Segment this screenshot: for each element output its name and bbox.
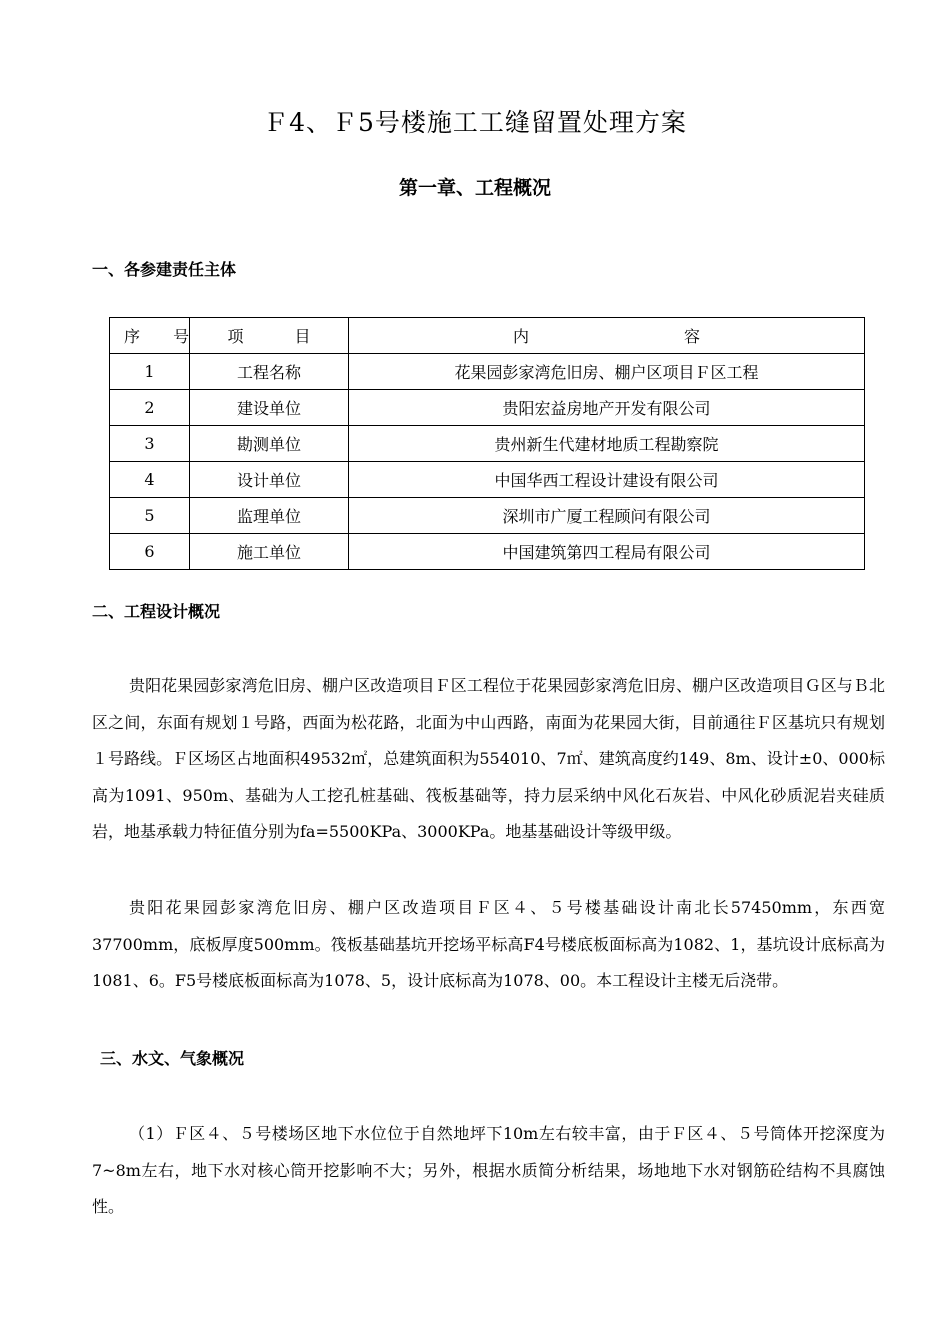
table-row: [110, 426, 865, 462]
table-cell-seq: 1: [110, 354, 190, 390]
table-cell-item: 建设单位: [190, 390, 349, 426]
table-cell-item: 监理单位: [190, 498, 349, 534]
table-row: [110, 498, 865, 534]
table-header-item: 项 目: [190, 318, 349, 354]
table-cell-item: 设计单位: [190, 462, 349, 498]
table-cell-seq: 5: [110, 498, 190, 534]
table-cell-seq: 4: [110, 462, 190, 498]
chapter-title: 第一章、工程概况: [398, 177, 551, 199]
table-row: [110, 462, 865, 498]
table-cell-seq: 3: [110, 426, 190, 462]
parties-table: [109, 317, 865, 570]
table-cell-content: 贵州新生代建材地质工程勘察院: [349, 426, 865, 462]
document-title: Ｆ4、Ｆ5号楼施工工缝留置处理方案: [263, 108, 687, 137]
paragraph-foundation-design: 贵阳花果园彭家湾危旧房、棚户区改造项目Ｆ区４、５号楼基础设计南北长57450mm，东西宽37700mm，底板厚度500mm。筏板基础基坑开挖场平标高F4号楼底板面标高为1082、1，基坑设计底标高为1081、6。F5号楼底板面标高为1078、5，设计底标高为1078、00。本工程设计主楼无后浇带。: [92, 898, 885, 990]
table-header-row: [110, 318, 865, 354]
table-row: [110, 354, 865, 390]
table-cell-item: 勘测单位: [190, 426, 349, 462]
table-cell-content: 深圳市广厦工程顾问有限公司: [349, 498, 865, 534]
table-cell-content: 中国华西工程设计建设有限公司: [349, 462, 865, 498]
section-heading-design: 二、工程设计概况: [92, 602, 221, 621]
table-cell-content: 花果园彭家湾危旧房、棚户区项目Ｆ区工程: [349, 354, 865, 390]
table-cell-seq: 2: [110, 390, 190, 426]
table-header-content: 内 容: [349, 318, 865, 354]
section-heading-parties: 一、各参建责任主体: [92, 260, 237, 279]
paragraph-groundwater: （1）Ｆ区４、５号楼场区地下水位位于自然地坪下10m左右较丰富，由于Ｆ区４、５号筒体开挖深度为7~8m左右，地下水对核心筒开挖影响不大；另外，根据水质简分析结果，场地地下水对钢筋砼结构不具腐蚀性。: [92, 1124, 885, 1216]
table-cell-content: 贵阳宏益房地产开发有限公司: [349, 390, 865, 426]
table-cell-item: 工程名称: [190, 354, 349, 390]
table-cell-item: 施工单位: [190, 534, 349, 570]
table-cell-seq: 6: [110, 534, 190, 570]
table-row: [110, 390, 865, 426]
section-heading-hydrology: 三、水文、气象概况: [100, 1049, 245, 1068]
table-cell-content: 中国建筑第四工程局有限公司: [349, 534, 865, 570]
paragraph-design-overview: 贵阳花果园彭家湾危旧房、棚户区改造项目Ｆ区工程位于花果园彭家湾危旧房、棚户区改造项目Ｇ区与Ｂ北区之间，东面有规划１号路，西面为松花路，北面为中山西路，南面为花果园大街，目前通往Ｆ区基坑只有规划１号路线。Ｆ区场区占地面积49532㎡，总建筑面积为554010、7㎡、建筑高度约149、8m、设计±0、000标高为1091、950m、基础为人工挖孔桩基础、筏板基础等，持力层采纳中风化石灰岩、中风化砂质泥岩夹硅质岩，地基承载力特征值分别为fa=5500KPa、3000KPa。地基基础设计等级甲级。: [92, 676, 885, 841]
table-header-seq: 序 号: [110, 318, 190, 354]
table-row: [110, 534, 865, 570]
